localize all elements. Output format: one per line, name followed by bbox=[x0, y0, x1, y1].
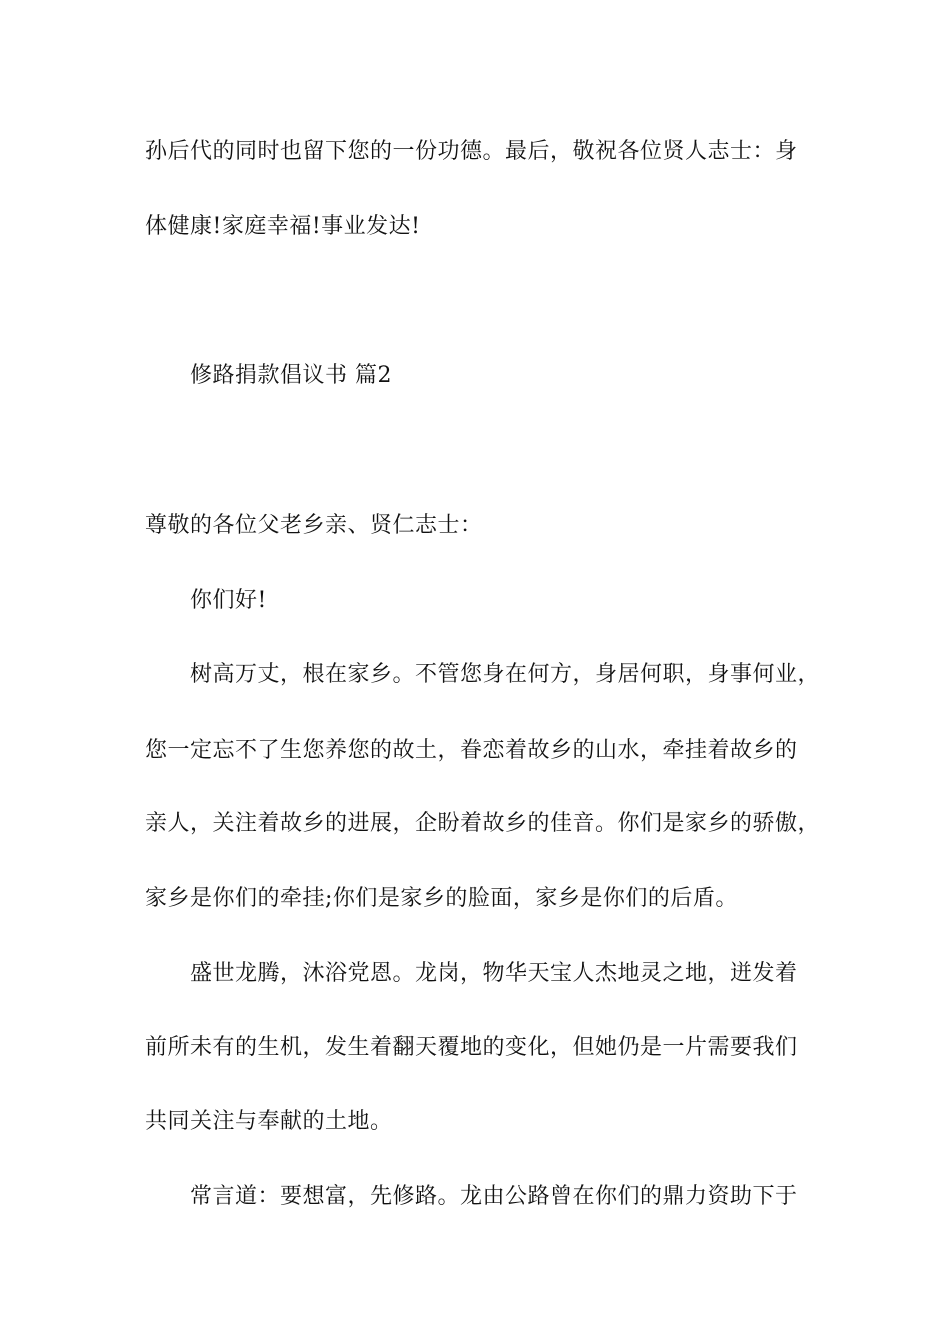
text-line: 家乡是你们的牵挂;你们是家乡的脸面，家乡是你们的后盾。 bbox=[145, 886, 738, 911]
salutation: 尊敬的各位父老乡亲、贤仁志士： bbox=[145, 513, 483, 538]
text-line: 树高万丈，根在家乡。不管您身在何方，身居何职，身事何业， bbox=[190, 662, 821, 687]
text-line: 孙后代的同时也留下您的一份功德。最后，敬祝各位贤人志士：身 bbox=[145, 139, 798, 164]
text-line: 体健康!家庭幸福!事业发达! bbox=[145, 214, 421, 239]
text-line: 共同关注与奉献的土地。 bbox=[145, 1109, 393, 1134]
text-line: 常言道：要想富，先修路。龙由公路曾在你们的鼎力资助下于 bbox=[190, 1184, 798, 1209]
greeting: 你们好! bbox=[190, 588, 267, 613]
section-heading: 修路捐款倡议书 篇2 bbox=[190, 363, 392, 388]
text-line: 前所未有的生机，发生着翻天覆地的变化，但她仍是一片需要我们 bbox=[145, 1035, 798, 1060]
text-line: 亲人，关注着故乡的进展，企盼着故乡的佳音。你们是家乡的骄傲， bbox=[145, 811, 821, 836]
text-line: 您一定忘不了生您养您的故土，眷恋着故乡的山水，牵挂着故乡的 bbox=[145, 738, 798, 763]
text-line: 盛世龙腾，沐浴党恩。龙岗，物华天宝人杰地灵之地，迸发着 bbox=[190, 961, 798, 986]
